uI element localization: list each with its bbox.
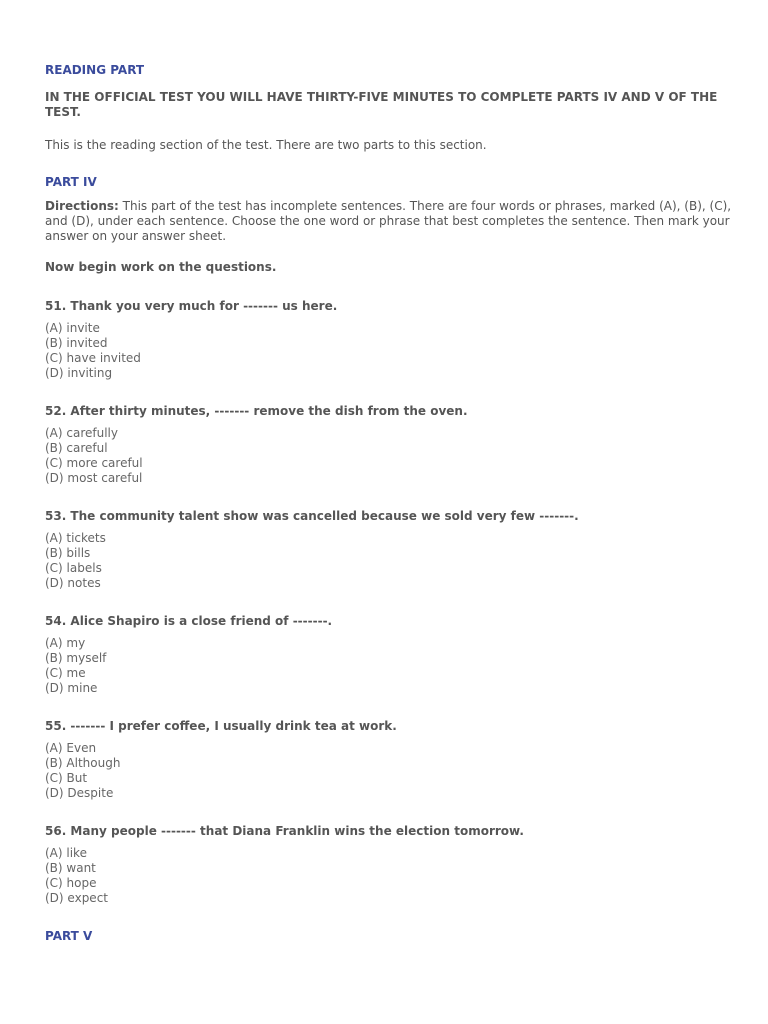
- part-iv-heading: PART IV: [45, 175, 97, 189]
- directions-text: This part of the test has incomplete sentences. There are four words or phrases, marked (A), (B), (C), and (D), under each sentence. Choose the one word or phrase that best completes the sentence. Then mark your answer on your answer sheet.: [45, 199, 732, 243]
- option-a: (A) carefully: [45, 426, 118, 440]
- question-text: 56. Many people ------- that Diana Franklin wins the election tomorrow.: [45, 824, 524, 838]
- option-a: (A) invite: [45, 321, 100, 335]
- question-text: 51. Thank you very much for ------- us here.: [45, 299, 338, 313]
- option-list: [45, 636, 735, 696]
- question-block: [45, 509, 735, 591]
- option-b: (B) careful: [45, 441, 108, 455]
- question-text: 52. After thirty minutes, ------- remove the dish from the oven.: [45, 404, 468, 418]
- option-c: (C) But: [45, 771, 88, 785]
- option-list: [45, 321, 735, 381]
- option-list: [45, 741, 735, 801]
- question-block: [45, 404, 735, 486]
- option-d: (D) expect: [45, 891, 108, 905]
- option-d: (D) notes: [45, 576, 101, 590]
- question-block: [45, 614, 735, 696]
- option-list: [45, 426, 735, 486]
- reading-part-heading: READING PART: [45, 63, 145, 77]
- option-d: (D) Despite: [45, 786, 114, 800]
- option-a: (A) my: [45, 636, 86, 650]
- option-d: (D) mine: [45, 681, 98, 695]
- option-a: (A) Even: [45, 741, 97, 755]
- part-v-heading: PART V: [45, 929, 93, 943]
- page-content: [45, 63, 735, 944]
- question-text: 53. The community talent show was cancelled because we sold very few -------.: [45, 509, 579, 523]
- option-b: (B) bills: [45, 546, 91, 560]
- option-b: (B) Although: [45, 756, 121, 770]
- directions-label: Directions:: [45, 199, 119, 213]
- option-c: (C) me: [45, 666, 86, 680]
- option-c: (C) more careful: [45, 456, 143, 470]
- option-d: (D) inviting: [45, 366, 113, 380]
- intro-text: This is the reading section of the test. There are two parts to this section.: [45, 138, 487, 152]
- option-c: (C) labels: [45, 561, 102, 575]
- begin-instruction: Now begin work on the questions.: [45, 260, 277, 274]
- option-c: (C) have invited: [45, 351, 141, 365]
- option-a: (A) like: [45, 846, 87, 860]
- official-test-notice: IN THE OFFICIAL TEST YOU WILL HAVE THIRTY-FIVE MINUTES TO COMPLETE PARTS IV AND V OF THE TEST.: [45, 90, 718, 119]
- question-text: 54. Alice Shapiro is a close friend of -------.: [45, 614, 333, 628]
- question-text: 55. ------- I prefer coffee, I usually drink tea at work.: [45, 719, 397, 733]
- option-b: (B) invited: [45, 336, 108, 350]
- option-b: (B) want: [45, 861, 96, 875]
- question-block: [45, 719, 735, 801]
- option-c: (C) hope: [45, 876, 97, 890]
- question-block: [45, 824, 735, 906]
- question-block: [45, 299, 735, 381]
- option-list: [45, 846, 735, 906]
- option-list: [45, 531, 735, 591]
- option-a: (A) tickets: [45, 531, 106, 545]
- option-b: (B) myself: [45, 651, 107, 665]
- option-d: (D) most careful: [45, 471, 143, 485]
- directions-paragraph: [45, 199, 735, 244]
